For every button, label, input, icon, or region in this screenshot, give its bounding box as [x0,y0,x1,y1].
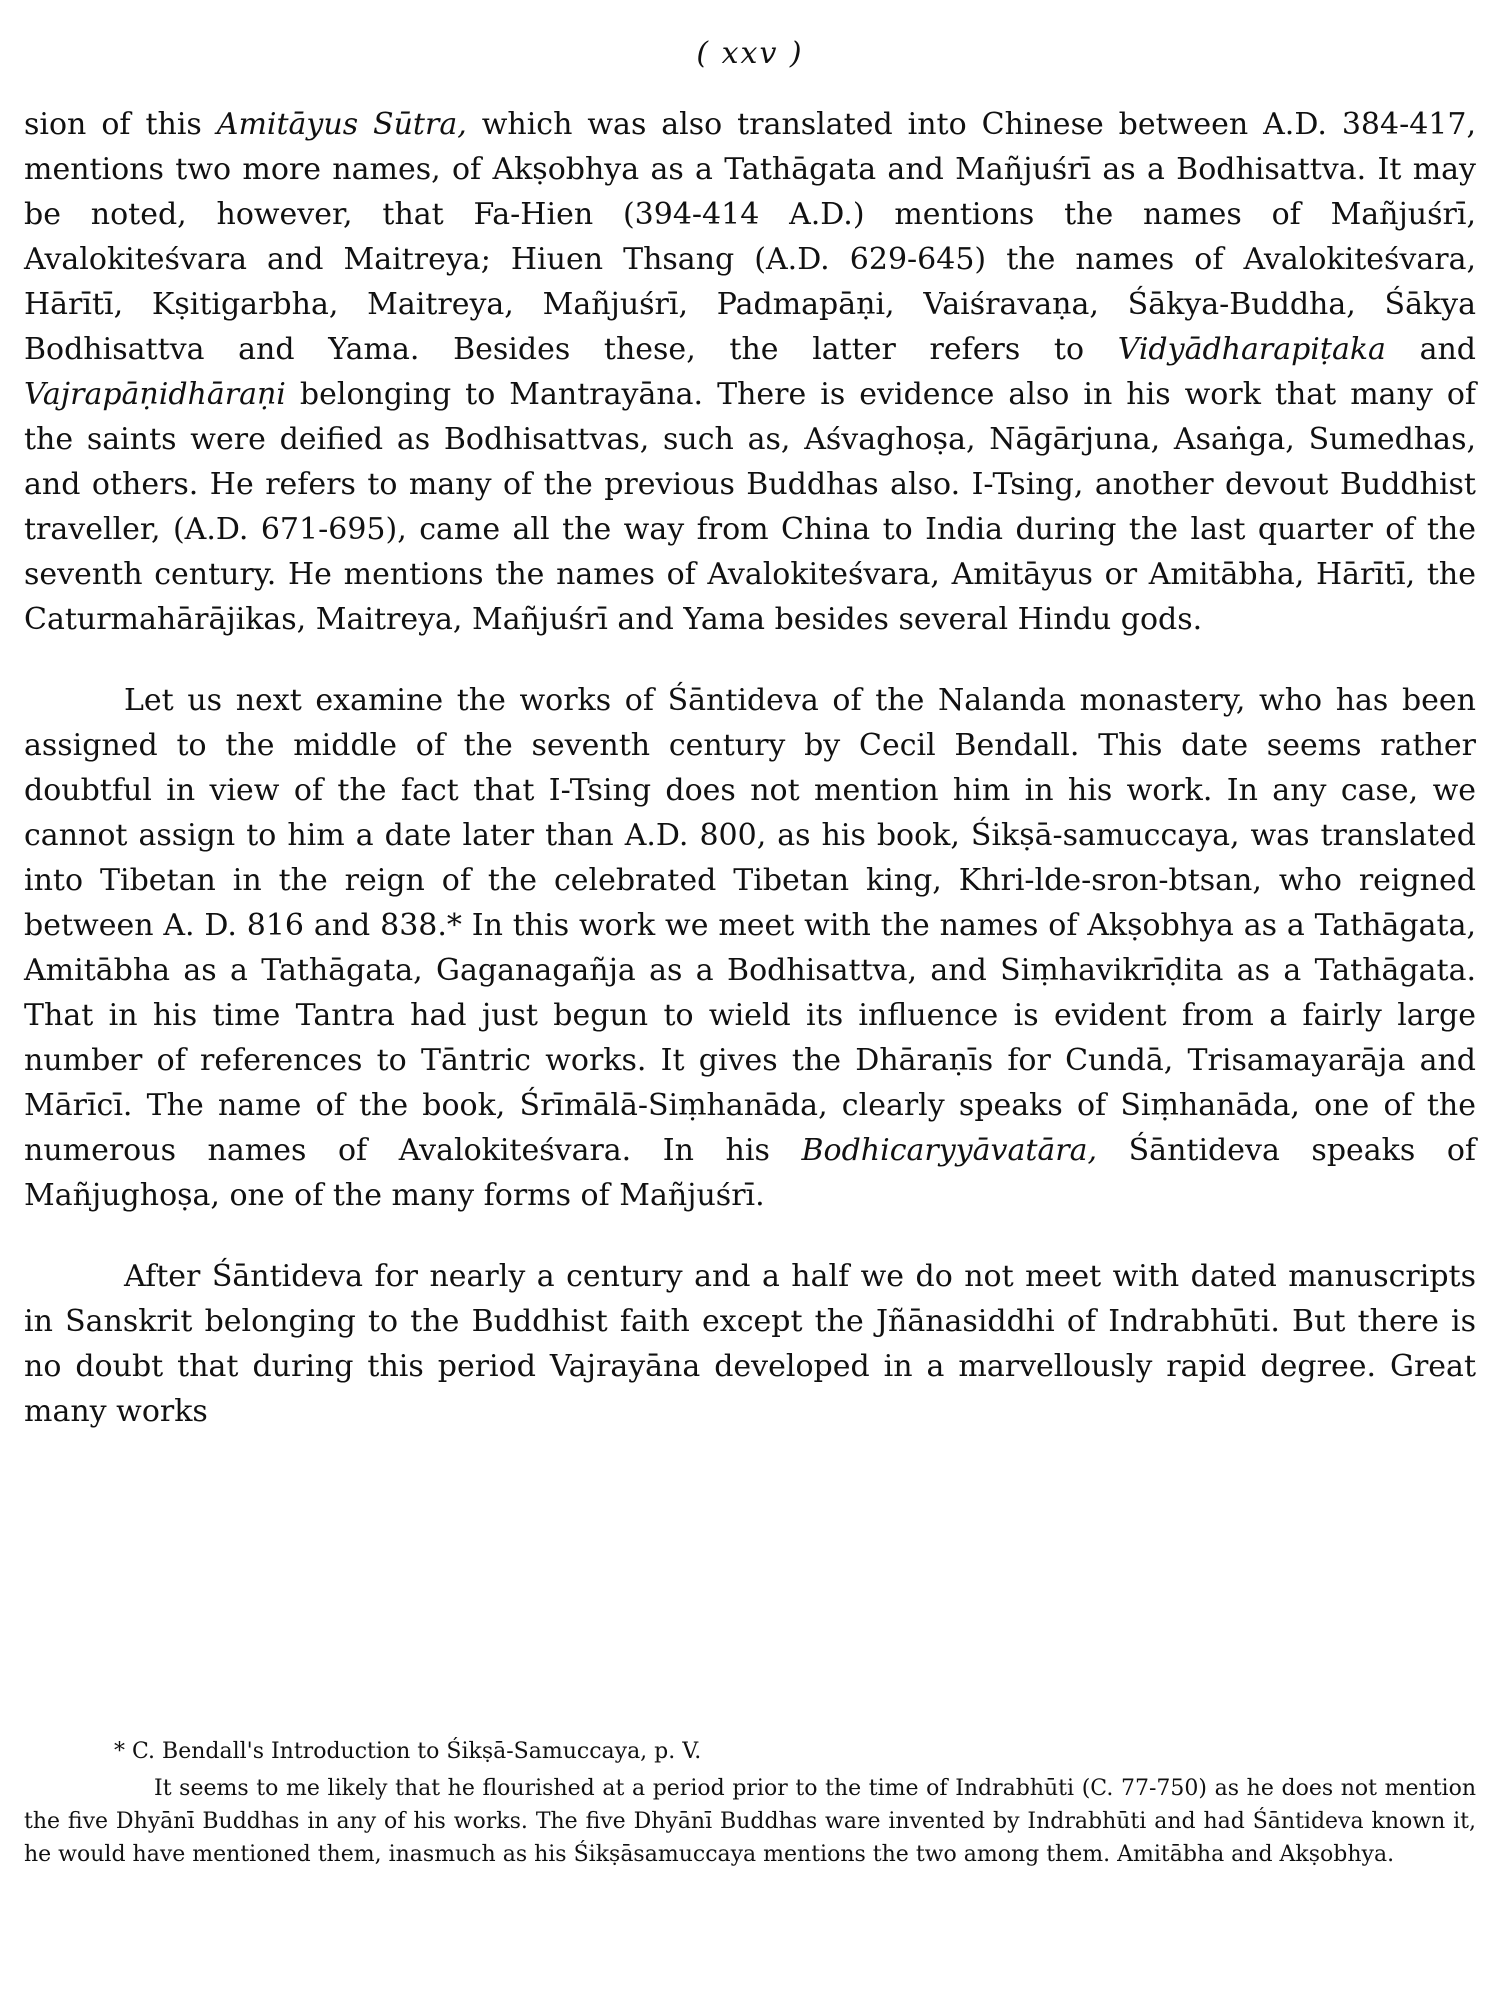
title-vidyadharapitaka: Vidyādharapiṭaka [1117,332,1386,367]
paragraph-1-text-c: which was also translated into Chinese between A.D. 384-417, mentions two more names, of Akṣobhya as a Tathāgata and Mañjuśrī as a Bodhisattva. It may be noted, however, that Fa-Hien (394-414 A.D.) mentions the names of Mañjuśrī, Avalokiteśvara and Maitreya; Hiuen Thsang (A.D. 629-645) the names of Avalokiteśvara, Hārītī, Kṣitigarbha, Maitreya, Mañjuśrī, Padmapāṇi, Vaiśravaṇa, Śākya-Buddha, Śākya Bodhisattva and Yama. Besides these, the latter refers to [24,107,1477,367]
paragraph-3: After Śāntideva for nearly a century and a half we do not meet with dated manuscripts in Sanskrit belonging to the Buddhist faith except the Jñānasiddhi of Indrabhūti. But there is no doubt that during this period Vajrayāna developed in a marvellously rapid degree. Great many works [24,1259,1476,1429]
paragraph-1-text-a: sion of this [24,107,217,142]
paragraph-1 [24,102,1476,642]
paragraph-2 [24,678,1476,1218]
footnotes [24,1735,1476,1871]
footnote-citation: * C. Bendall's Introduction to Śikṣā-Samuccaya, p. V. [114,1739,702,1764]
page-number: ( xxv ) [696,36,804,71]
title-vajrapanidharani: Vajrapāṇidhāraṇi [24,377,286,412]
body-text [24,102,1476,1434]
paragraph-2-text-a: Let us next examine the works of Śāntideva of the Nalanda monastery, who has been assigned to the middle of the seventh century by Cecil Bendall. This date seems rather doubtful in view of the fact that I-Tsing does not mention him in his work. In any case, we cannot assign to him a date later than A.D. 800, as his book, Śikṣā-samuccaya, was translated into Tibetan in the reign of the celebrated Tibetan king, Khri-lde-sron-btsan, who reigned between A. D. 816 and 838.* In this work we meet with the names of Akṣobhya as a Tathāgata, Amitābha as a Tathāgata, Gaganagañja as a Bodhisattva, and Siṃhavikrīḍita as a Tathāgata. That in his time Tantra had just begun to wield its influence is evident from a fairly large number of references to Tāntric works. It gives the Dhāraṇīs for Cundā, Trisamayarāja and Mārīcī. The name of the book, Śrīmālā-Siṃhanāda, clearly speaks of Siṃhanāda, one of the numerous names of Avalokiteśvara. In his [24,683,1476,1168]
title-bodhicaryyavatara: Bodhicaryyāvatāra, [801,1133,1098,1168]
title-amitayus-sutra: Amitāyus Sūtra, [216,107,467,142]
paragraph-1-text-g: belonging to Mantrayāna. There is evidence also in his work that many of the saints were deified as Bodhisattvas, such as, Aśvaghoṣa, Nāgārjuna, Asaṅga, Sumedhas, and others. He refers to many of the previous Buddhas also. I-Tsing, another devout Buddhist traveller, (A.D. 671-695), came all the way from China to India during the last quarter of the seventh century. He mentions the names of Avalokiteśvara, Amitāyus or Amitābha, Hārītī, the Caturmahārājikas, Maitreya, Mañjuśrī and Yama besides several Hindu gods. [24,377,1476,637]
paragraph-2-text-c: Śāntideva speaks of Mañjughoṣa, one of the many forms of Mañjuśrī. [24,1133,1476,1213]
footnote-note: It seems to me likely that he flourished at a period prior to the time of Indrabhūti (C. 77-750) as he does not mention the five Dhyānī Buddhas in any of his works. The five Dhyānī Buddhas ware invented by Indrabhūti and had Śāntideva known it, he would have mentioned them, inasmuch as his Śikṣāsamuccaya mentions the two among them. Amitābha and Akṣobhya. [24,1776,1476,1867]
paragraph-1-text-e: and [1385,332,1476,367]
